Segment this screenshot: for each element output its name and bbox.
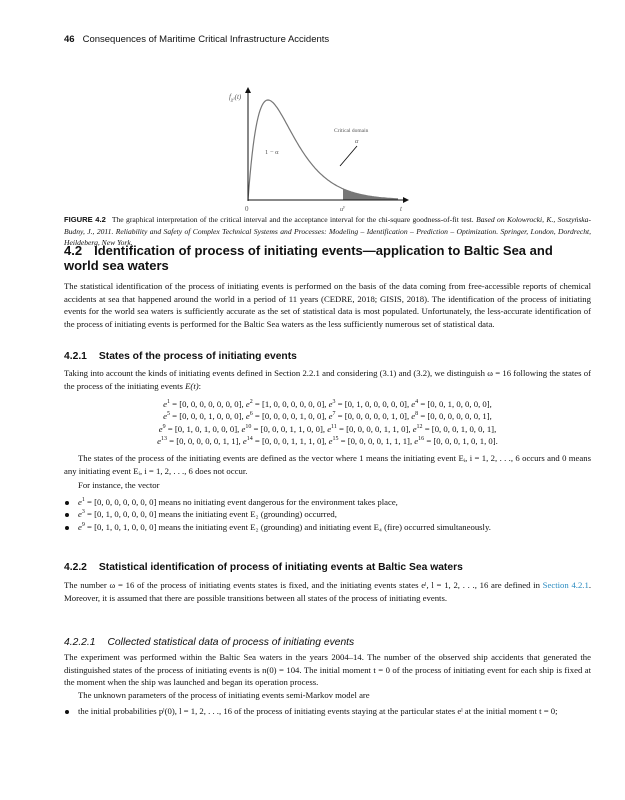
list-item: $e^9 = [0$, 1, 0, 1, 0, 0, 0] means the initiating event E₂ (grounding) and initiating event E₄ (fire) occurred simultaneously.	[64, 521, 591, 534]
state-vector: $e^9 = [0$, 1, 0, 1, 0, 0, 0],	[158, 423, 242, 434]
critical-domain-label: Critical domain	[334, 128, 369, 134]
critical-pointer-line	[340, 146, 357, 166]
paragraph: The number ω = 16 of the process of initiating events states is fixed, and the initiating events states eˡ, l = 1, 2, . . ., 16 are defined in Section 4.2.1. Moreover, it is assumed that there are possible transitions between all states of the process of initiating events.	[64, 580, 591, 603]
state-vector: $e^8 = [0$, 0, 0, 0, 0, 0, 1],	[411, 411, 492, 422]
figure-label: FIGURE 4.2	[64, 215, 106, 224]
state-equations	[64, 398, 591, 447]
y-axis-label: $f_{\chi^2}(t)$	[229, 93, 242, 103]
state-vector: $e^4 = [0$, 0, 1, 0, 0, 0, 0],	[411, 399, 492, 410]
state-vector: $e^3 = [0$, 1, 0, 0, 0, 0, 0],	[328, 399, 412, 410]
section-4-2-2-1	[64, 637, 591, 718]
section-4-2-2	[64, 562, 591, 604]
caption-text: The graphical interpretation of the critical interval and the acceptance interval for the chi-square goodness-of-fit test.	[111, 215, 474, 224]
state-vector: $e^{10} = [0$, 0, 0, 1, 1, 0, 0],	[241, 423, 328, 434]
state-vector: $e^2 = [1$, 0, 0, 0, 0, 0, 0],	[245, 399, 329, 410]
alpha-label: α	[355, 138, 359, 145]
paragraph: The experiment was performed within the Baltic Sea waters in the years 2004–14. The number of the observed ship accidents that generated the distinguished states of the process of initiating events is n(0) = 104. The initial moment t = 0 of the process of initiating event for each ship is fixed at the moment when the ship was launched and began its operation process.	[64, 652, 591, 688]
list-item: the initial probabilities pˡ(0), l = 1, 2, . . ., 16 of the process of initiating events staying at the particular states eˡ at the initial moment t = 0;	[64, 705, 591, 718]
x-axis-label: t	[400, 205, 402, 213]
state-vector: $e^{15} = [0$, 0, 0, 0, 1, 1, 1],	[328, 435, 415, 446]
subsection-heading: 4.2.1 States of the process of initiating events	[64, 351, 297, 362]
caption-source: Based on Kolowrocki, K., Soszyńska-Budny, J., 2011. Reliability and Safety of Complex Technical Systems and Processes: Modeling – Identification – Prediction – Optimization. Springer, London, Dordrecht, Heildeberg, New York.	[64, 215, 591, 247]
paragraph: The statistical identification of the process of initiating events is performed on the basis of the data coming from free-accessible reports of chemical accidents at sea that happened around the world in a period of 11 years (CEDRE, 2018; GISIS, 2018). The identification of the process of initiating events for the world sea waters is sufficiently accurate as the set of statistical data is most populated. Unfortunately, the less-accurate identification of the process of initiating events is performed for the Baltic Sea waters as the less sufficiently numerous set of statistical data.	[64, 281, 591, 329]
section-heading: 4.2 Identification of process of initiating events—application to Baltic Sea and world sea waters	[64, 243, 553, 273]
book-title: Consequences of Maritime Critical Infrastructure Accidents	[82, 34, 330, 45]
state-vector: $e^5 = [0$, 0, 0, 1, 0, 0, 0],	[163, 411, 246, 422]
parameter-list	[64, 705, 591, 718]
state-vector: $e^1 = [0$, 0, 0, 0, 0, 0, 0],	[163, 399, 246, 410]
subsection-heading: 4.2.2 Statistical identification of process of initiating events at Baltic Sea waters	[64, 562, 463, 573]
state-vector: $e^{16} = [0$, 0, 0, 1, 0, 1, 0].	[414, 435, 498, 446]
section-4-2	[64, 243, 591, 330]
subsubsection-heading: 4.2.2.1 Collected statistical data of process of initiating events	[64, 637, 355, 648]
paragraph: For instance, the vector	[78, 480, 160, 491]
critical-value-label: $u^\gamma$	[340, 204, 346, 213]
figure-chi-square	[0, 0, 625, 220]
acceptance-label: 1 − α	[265, 149, 279, 156]
state-vector: $e^6 = [0$, 0, 0, 0, 1, 0, 0],	[245, 411, 329, 422]
paragraph: Taking into account the kinds of initiating events defined in Section 2.2.1 and considering (3.1) and (3.2), we distinguish ω = 16 following the states of the process of the initiating events E(t):	[64, 368, 591, 391]
list-item: $e^3 = [0$, 1, 0, 0, 0, 0, 0] means the initiating event E₂ (grounding) occurred,	[64, 508, 591, 521]
paragraph: The states of the process of the initiating events are defined as the vector where 1 means the initiating event Eᵢ, i = 1, 2, . . ., 6 occurs and 0 means any initiating event Eᵢ, i = 1, 2, . . ., 6 does not occur.	[64, 453, 591, 476]
state-vector: $e^7 = [0$, 0, 0, 0, 0, 1, 0],	[328, 411, 412, 422]
paragraph: The unknown parameters of the process of initiating events semi-Markov model are	[78, 689, 370, 700]
state-vector: $e^{13} = [0$, 0, 0, 0, 0, 1, 1],	[157, 435, 243, 446]
section-4-2-1	[64, 351, 591, 534]
state-vector: $e^{12} = [0$, 0, 0, 1, 0, 0, 1],	[412, 423, 497, 434]
section-link[interactable]: Section 4.2.1	[542, 580, 589, 590]
page-number: 46	[64, 34, 75, 45]
list-item: $e^1 = [0$, 0, 0, 0, 0, 0, 0] means no initiating event dangerous for the environment takes place,	[64, 496, 591, 509]
state-vector: $e^{14} = [0$, 0, 0, 1, 1, 1, 0],	[242, 435, 329, 446]
origin-label: 0	[245, 205, 249, 213]
example-list	[64, 496, 591, 534]
state-vector: $e^{11} = [0$, 0, 0, 0, 1, 1, 0],	[327, 423, 413, 434]
